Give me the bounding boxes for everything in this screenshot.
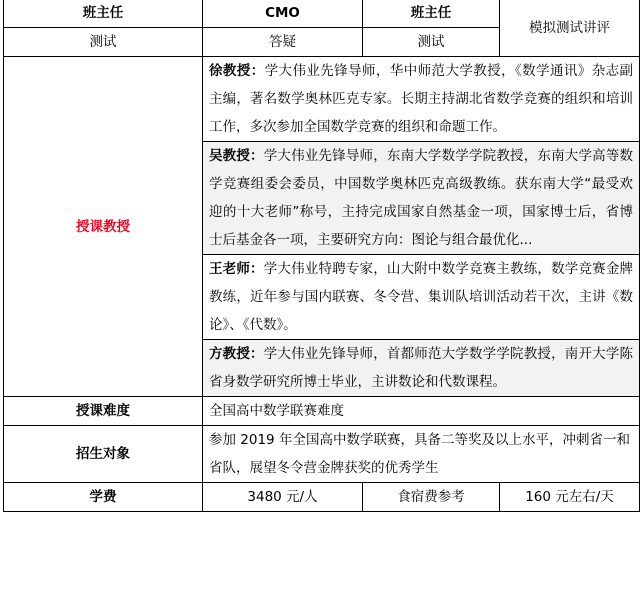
audience-value: 参加 2019 年全国高中数学联赛，具备二等奖及以上水平，冲刺省一和省队，展望冬令营金牌获奖的优秀学生 xyxy=(203,426,640,483)
header-cell-cmo: CMO xyxy=(203,0,363,28)
teachers-label: 授课教授 xyxy=(4,57,203,397)
header-cell-homeroom-1: 班主任 xyxy=(4,0,203,28)
teacher-row-1 xyxy=(4,57,640,142)
fee-row xyxy=(4,483,640,512)
teacher-name: 王老师： xyxy=(209,261,264,277)
teacher-bio-text: 学大伟业特聘专家，山大附中数学竞赛主教练，数学竞赛金牌教练，近年参与国内联赛、冬令营、集训队培训活动若干次，主讲《数论》、《代数》。 xyxy=(209,261,634,333)
audience-label: 招生对象 xyxy=(4,426,203,483)
teacher-name: 吴教授： xyxy=(209,148,264,164)
difficulty-row xyxy=(4,397,640,426)
subheader-cell-test-2: 测试 xyxy=(363,28,500,57)
board-label: 食宿费参考 xyxy=(363,483,500,512)
teacher-bio-4 xyxy=(203,340,640,397)
fee-label: 学费 xyxy=(4,483,203,512)
subheader-cell-qa: 答疑 xyxy=(203,28,363,57)
teacher-bio-3 xyxy=(203,255,640,340)
subheader-cell-test-1: 测试 xyxy=(4,28,203,57)
teacher-bio-2 xyxy=(203,142,640,255)
header-cell-homeroom-2: 班主任 xyxy=(363,0,500,28)
teacher-bio-1 xyxy=(203,57,640,142)
tuition-value: 3480 元/人 xyxy=(203,483,363,512)
teacher-bio-text: 学大伟业先锋导师，华中师范大学教授，《数学通讯》杂志副主编，著名数学奥林匹克专家。长期主持湖北省数学竞赛的组织和培训工作，多次参加全国数学竞赛的组织和命题工作。 xyxy=(209,63,634,135)
mock-test-review-cell: 模拟测试讲评 xyxy=(500,0,640,57)
difficulty-label: 授课难度 xyxy=(4,397,203,426)
course-info-table xyxy=(3,0,640,512)
teacher-name: 徐教授： xyxy=(209,63,265,79)
header-row xyxy=(4,0,640,28)
audience-row xyxy=(4,426,640,483)
teacher-bio-text: 学大伟业先锋导师，东南大学数学学院教授，东南大学高等数学竞赛组委会委员，中国数学奥林匹克高级教练。获东南大学“最受欢迎的十大老师”称号，主持完成国家自然基金一项，国家博士后，省博士后基金各一项，主要研究方向：图论与组合最优化... xyxy=(209,148,634,248)
difficulty-value: 全国高中数学联赛难度 xyxy=(203,397,640,426)
board-value: 160 元左右/天 xyxy=(500,483,640,512)
teacher-bio-text: 学大伟业先锋导师，首都师范大学数学学院教授，南开大学陈省身数学研究所博士毕业，主讲数论和代数课程。 xyxy=(209,346,634,390)
teacher-name: 方教授： xyxy=(209,346,264,362)
